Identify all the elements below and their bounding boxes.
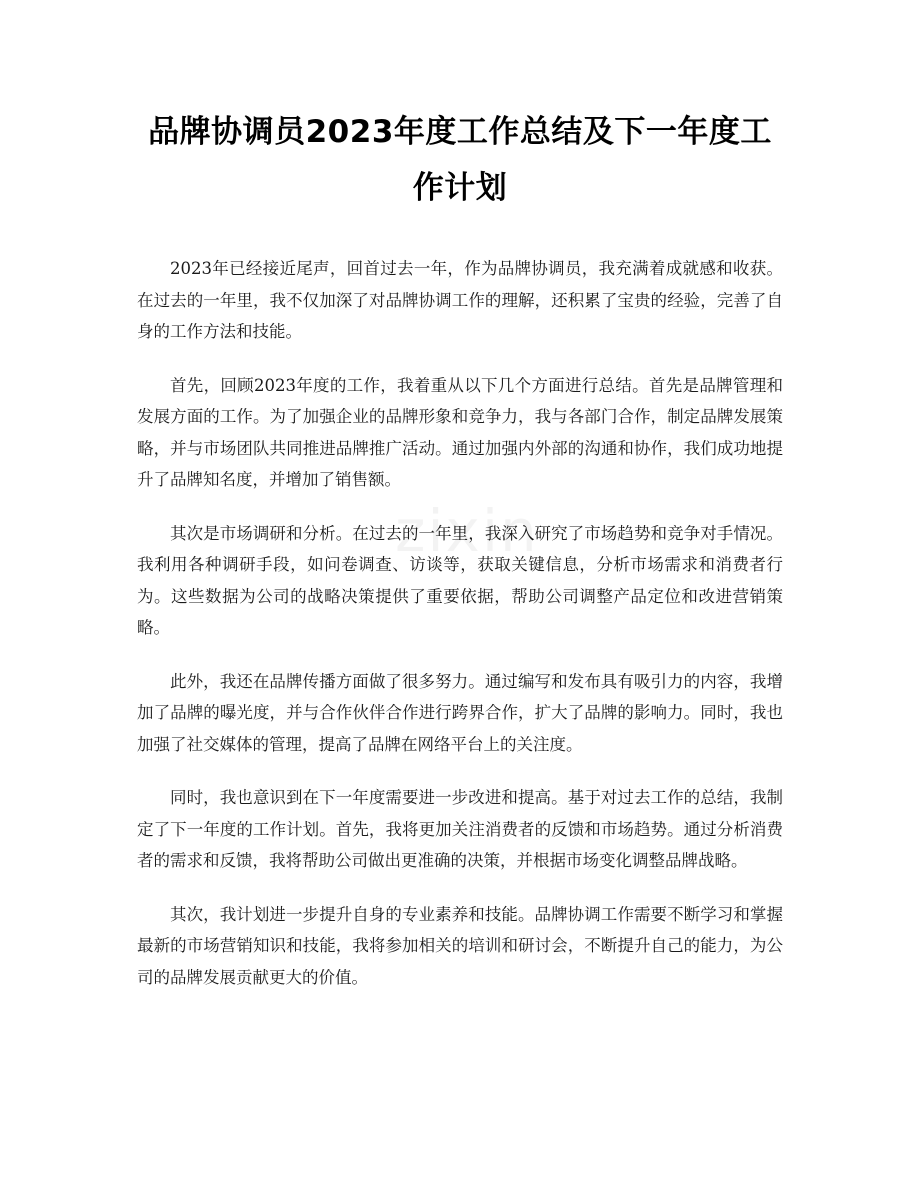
paragraph-3: 其次是市场调研和分析。在过去的一年里，我深入研究了市场趋势和竞争对手情况。我利用各种调研手段，如问卷调查、访谈等，获取关键信息，分析市场需求和消费者行为。这些数据为公司的战略决策提供了重要依据，帮助公司调整产品定位和改进营销策略。 xyxy=(137,523,783,637)
paragraph-4: 此外，我还在品牌传播方面做了很多努力。通过编写和发布具有吸引力的内容，我增加了品牌的曝光度，并与合作伙伴合作进行跨界合作，扩大了品牌的影响力。同时，我也加强了社交媒体的管理，提高了品牌在网络平台上的关注度。 xyxy=(137,671,783,754)
paragraph-6: 其次，我计划进一步提升自身的专业素养和技能。品牌协调工作需要不断学习和掌握最新的市场营销知识和技能，我将参加相关的培训和研讨会，不断提升自己的能力，为公司的品牌发展贡献更大的价值。 xyxy=(137,904,783,987)
paragraph-2: 首先，回顾2023年度的工作，我着重从以下几个方面进行总结。首先是品牌管理和发展方面的工作。为了加强企业的品牌形象和竞争力，我与各部门合作，制定品牌发展策略，并与市场团队共同推进品牌推广活动。通过加强内外部的沟通和协作，我们成功地提升了品牌知名度，并增加了销售额。 xyxy=(137,375,783,489)
paragraph-5: 同时，我也意识到在下一年度需要进一步改进和提高。基于对过去工作的总结，我制定了下一年度的工作计划。首先，我将更加关注消费者的反馈和市场趋势。通过分析消费者的需求和反馈，我将帮助公司做出更准确的决策，并根据市场变化调整品牌战略。 xyxy=(137,788,783,870)
document-title: 品牌协调员2023年度工作总结及下一年度工作计划 xyxy=(148,114,772,206)
paragraph-1: 2023年已经接近尾声，回首过去一年，作为品牌协调员，我充满着成就感和收获。在过去的一年里，我不仅加深了对品牌协调工作的理解，还积累了宝贵的经验，完善了自身的工作方法和技能。 xyxy=(137,259,783,341)
